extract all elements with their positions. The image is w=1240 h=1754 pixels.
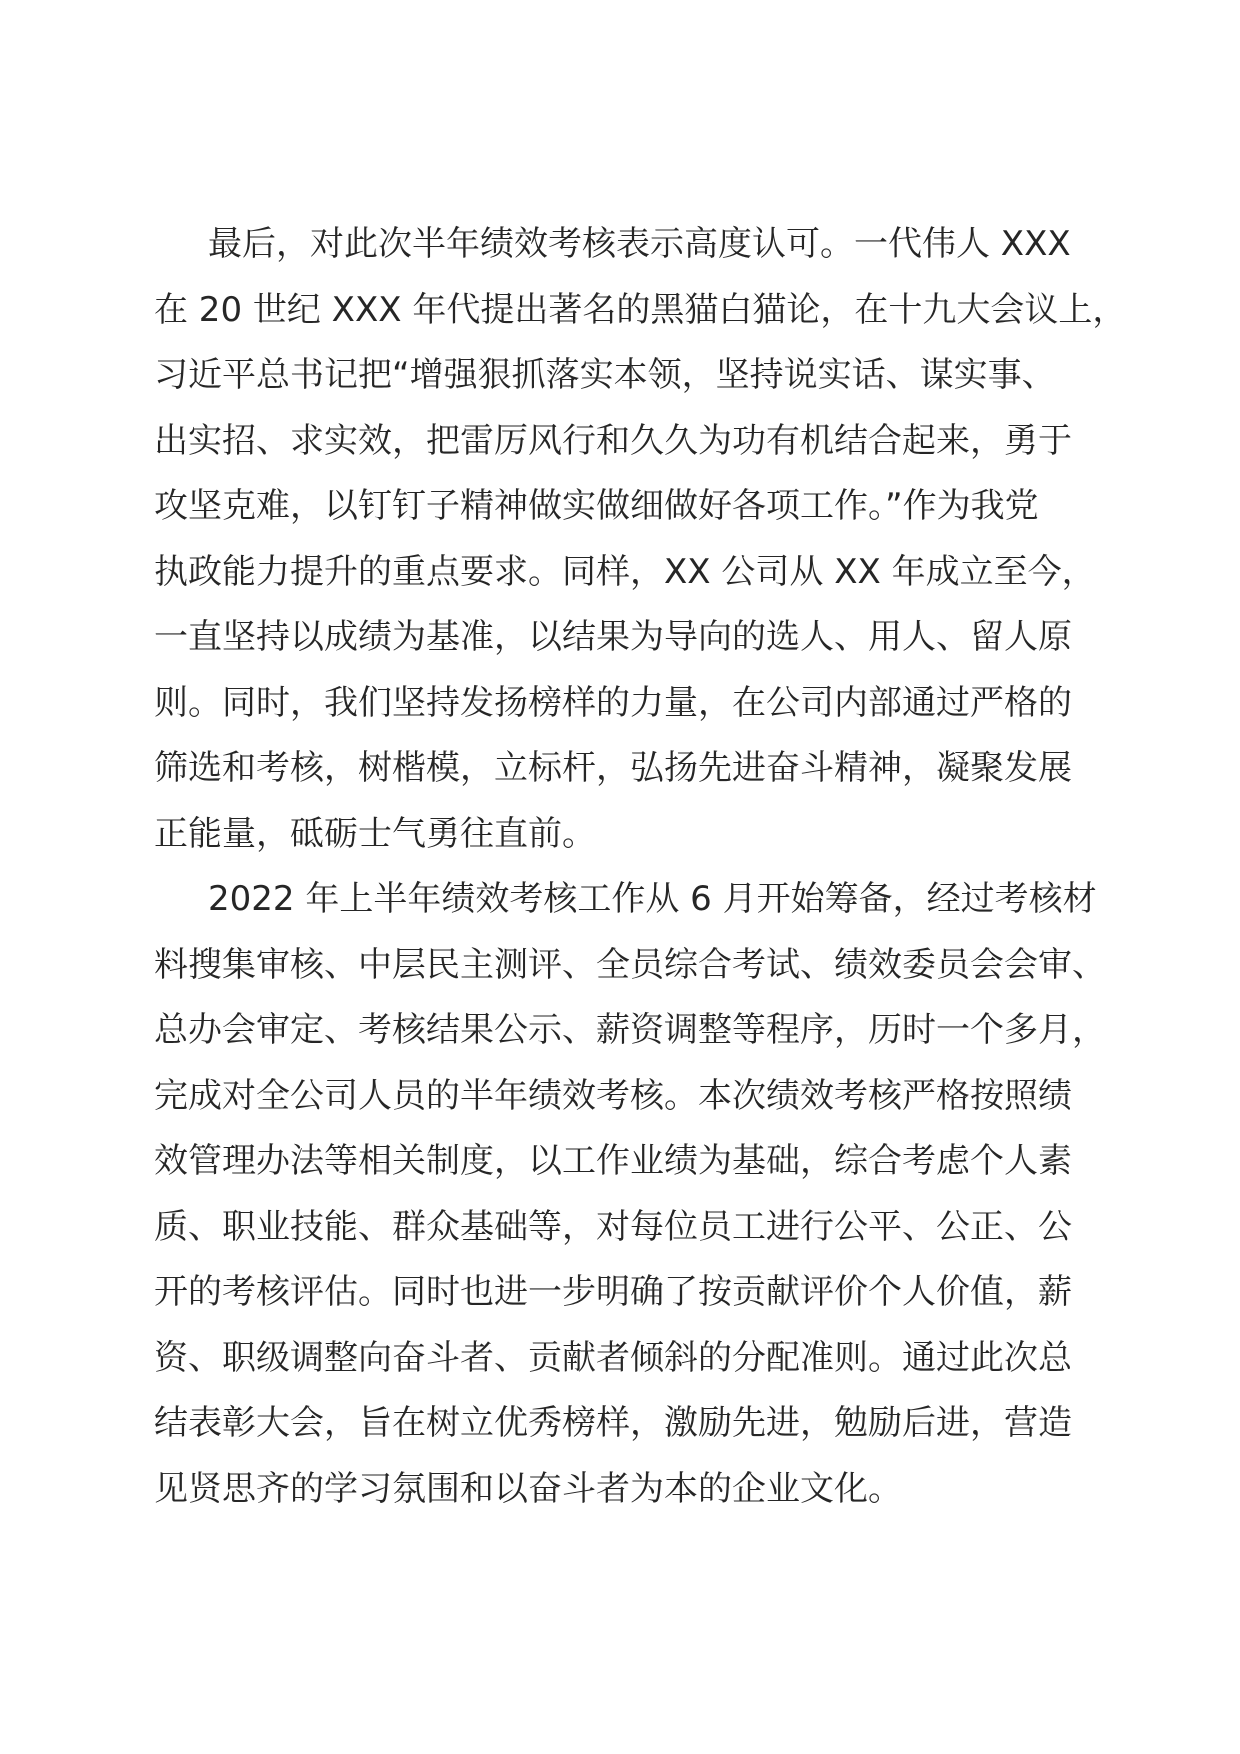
paragraph-line: 资、职级调整向奋斗者、贡献者倾斜的分配准则。通过此次总 xyxy=(154,1337,1072,1378)
paragraph-line: 正能量，砥砺士气勇往直前。 xyxy=(154,813,596,854)
paragraph-line: 料搜集审核、中层民主测评、全员综合考试、绩效委员会会审、 xyxy=(154,944,1106,985)
paragraph-line: 一直坚持以成绩为基准，以结果为导向的选人、用人、留人原 xyxy=(154,617,1072,657)
paragraph-line: 见贤思齐的学习氛围和以奋斗者为本的企业文化。 xyxy=(154,1468,902,1509)
paragraph-2 xyxy=(154,867,1106,1522)
paragraph-line: 筛选和考核，树楷模，立标杆，弘扬先进奋斗精神，凝聚发展 xyxy=(154,748,1072,788)
paragraph-line: 习近平总书记把“增强狠抓落实本领，坚持说实话、谋实事、 xyxy=(154,355,1056,395)
paragraph-line: 最后，对此次半年绩效考核表示高度认可。一代伟人 XXX xyxy=(208,224,1071,264)
paragraph-line: 完成对全公司人员的半年绩效考核。本次绩效考核严格按照绩 xyxy=(154,1075,1072,1116)
paragraph-line: 执政能力提升的重点要求。同样，XX 公司从 XX 年成立至今， xyxy=(154,551,1096,592)
paragraph-line: 则。同时，我们坚持发扬榜样的力量，在公司内部通过严格的 xyxy=(154,682,1072,723)
paragraph-line: 2022 年上半年绩效考核工作从 6 月开始筹备，经过考核材 xyxy=(208,879,1097,919)
paragraph-line: 在 20 世纪 XXX 年代提出著名的黑猫白猫论，在十九大会议上， xyxy=(154,289,1127,330)
paragraph-line: 效管理办法等相关制度，以工作业绩为基础，综合考虑个人素 xyxy=(154,1141,1072,1181)
paragraph-line: 总办会审定、考核结果公示、薪资调整等程序，历时一个多月， xyxy=(154,1010,1106,1050)
paragraph-line: 质、职业技能、群众基础等，对每位员工进行公平、公正、公 xyxy=(154,1206,1072,1247)
paragraph-line: 出实招、求实效，把雷厉风行和久久为功有机结合起来，勇于 xyxy=(154,420,1072,461)
paragraph-line: 开的考核评估。同时也进一步明确了按贡献评价个人价值，薪 xyxy=(154,1272,1072,1312)
paragraph-line: 攻坚克难，以钉钉子精神做实做细做好各项工作。”作为我党 xyxy=(154,486,1039,526)
paragraph-line: 结表彰大会，旨在树立优秀榜样，激励先进，勉励后进，营造 xyxy=(154,1403,1072,1443)
paragraph-1 xyxy=(154,212,1127,867)
document-body xyxy=(154,212,1127,1522)
